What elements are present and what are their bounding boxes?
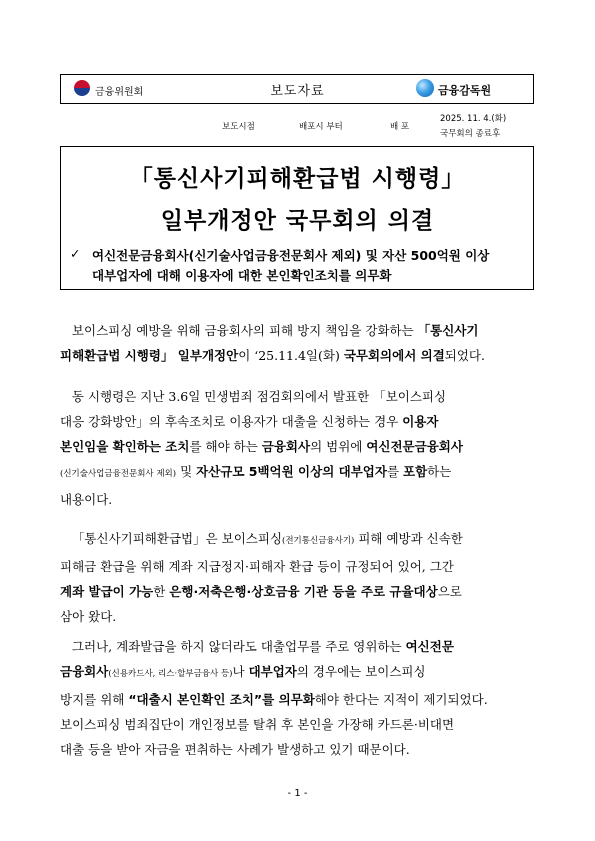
p1-line-2: 피해환급법 시행령」 일부개정안이 ‘25.11.4일(화) 국무회의에서 의결되었다.: [60, 348, 485, 363]
p2-line-1: 동 시행령은 지난 3.6일 민생범죄 점검회의에서 발표한 「보이스피싱: [71, 389, 447, 404]
fss-name: 금융감독원: [438, 84, 492, 97]
distribution-date: 2025. 11. 4.(화): [440, 114, 507, 124]
summary-line-2: 대부업자에 대해 이용자에 대한 본인확인조치를 의무화: [92, 268, 392, 283]
p3-line-2: 피해금 환급을 위해 계좌 지급정지·피해자 환급 등이 규정되어 있어, 그간: [60, 559, 454, 574]
p4-line-2: 금융회사(신용카드사, 리스·할부금융사 등)나 대부업자의 경우에는 보이스피싱: [60, 664, 426, 679]
p2-line-3: 본인임을 확인하는 조치를 해야 하는 금융회사의 범위에 여신전문금융회사: [60, 439, 463, 454]
p4-line-5: 대출 등을 받아 자금을 편취하는 사례가 발생하고 있기 때문이다.: [60, 742, 410, 757]
title-line-1: 「통신사기피해환급법 시행령」: [129, 166, 466, 192]
p1-line-1: 보이스피싱 예방을 위해 금융회사의 피해 방지 책임을 강화하는 「통신사기: [71, 323, 479, 338]
p4-line-3: 방지를 위해 “대출시 본인확인 조치”를 의무화해야 한다는 지적이 제기되었다.: [60, 692, 488, 707]
p2-line-4: (신기술사업금융전문회사 제외) 및 자산규모 5백억원 이상의 대부업자를 포함하는: [60, 464, 452, 479]
p4-line-1: 그러나, 계좌발급을 하지 않더라도 대출업무를 주로 영위하는 여신전문: [71, 639, 454, 654]
paragraph-3: [60, 526, 538, 629]
paragraph-1: [60, 318, 538, 368]
p3-line-1: 「통신사기피해환급법」은 보이스피싱(전기통신금융사기) 피해 예방과 신속한: [71, 531, 463, 546]
paragraph-4: [60, 634, 538, 762]
check-icon: ✓: [70, 246, 81, 261]
release-time-value: 배포시 부터: [299, 122, 343, 132]
fsc-name: 금융위원회: [95, 87, 144, 98]
fss-logo-icon: [416, 79, 434, 97]
p3-line-4: 삼아 왔다.: [60, 609, 117, 624]
distribution-note: 국무회의 종료후: [440, 129, 501, 139]
title-line-2: 일부개정안 국무회의 의결: [160, 208, 435, 234]
p4-line-4: 보이스피싱 범죄집단이 개인정보를 탈취 후 본인을 가장해 카드론·비대면: [60, 717, 455, 732]
distribution-label: 배 포: [390, 122, 410, 132]
press-release-title: 보도자료: [270, 84, 325, 99]
summary-line-1: 여신전문금융회사(신기술사업금융전문회사 제외) 및 자산 500억원 이상: [92, 248, 490, 263]
p3-line-3: 계좌 발급이 가능한 은행·저축은행·상호금융 기관 등을 주로 규율대상으로: [60, 584, 462, 599]
release-time-label: 보도시점: [222, 122, 255, 132]
p2-line-2: 대응 강화방안」의 후속조치로 이용자가 대출을 신청하는 경우 이용자: [60, 414, 439, 429]
page-number: - 1 -: [287, 788, 308, 799]
p2-line-5: 내용이다.: [60, 492, 113, 507]
paragraph-2: [60, 384, 538, 512]
